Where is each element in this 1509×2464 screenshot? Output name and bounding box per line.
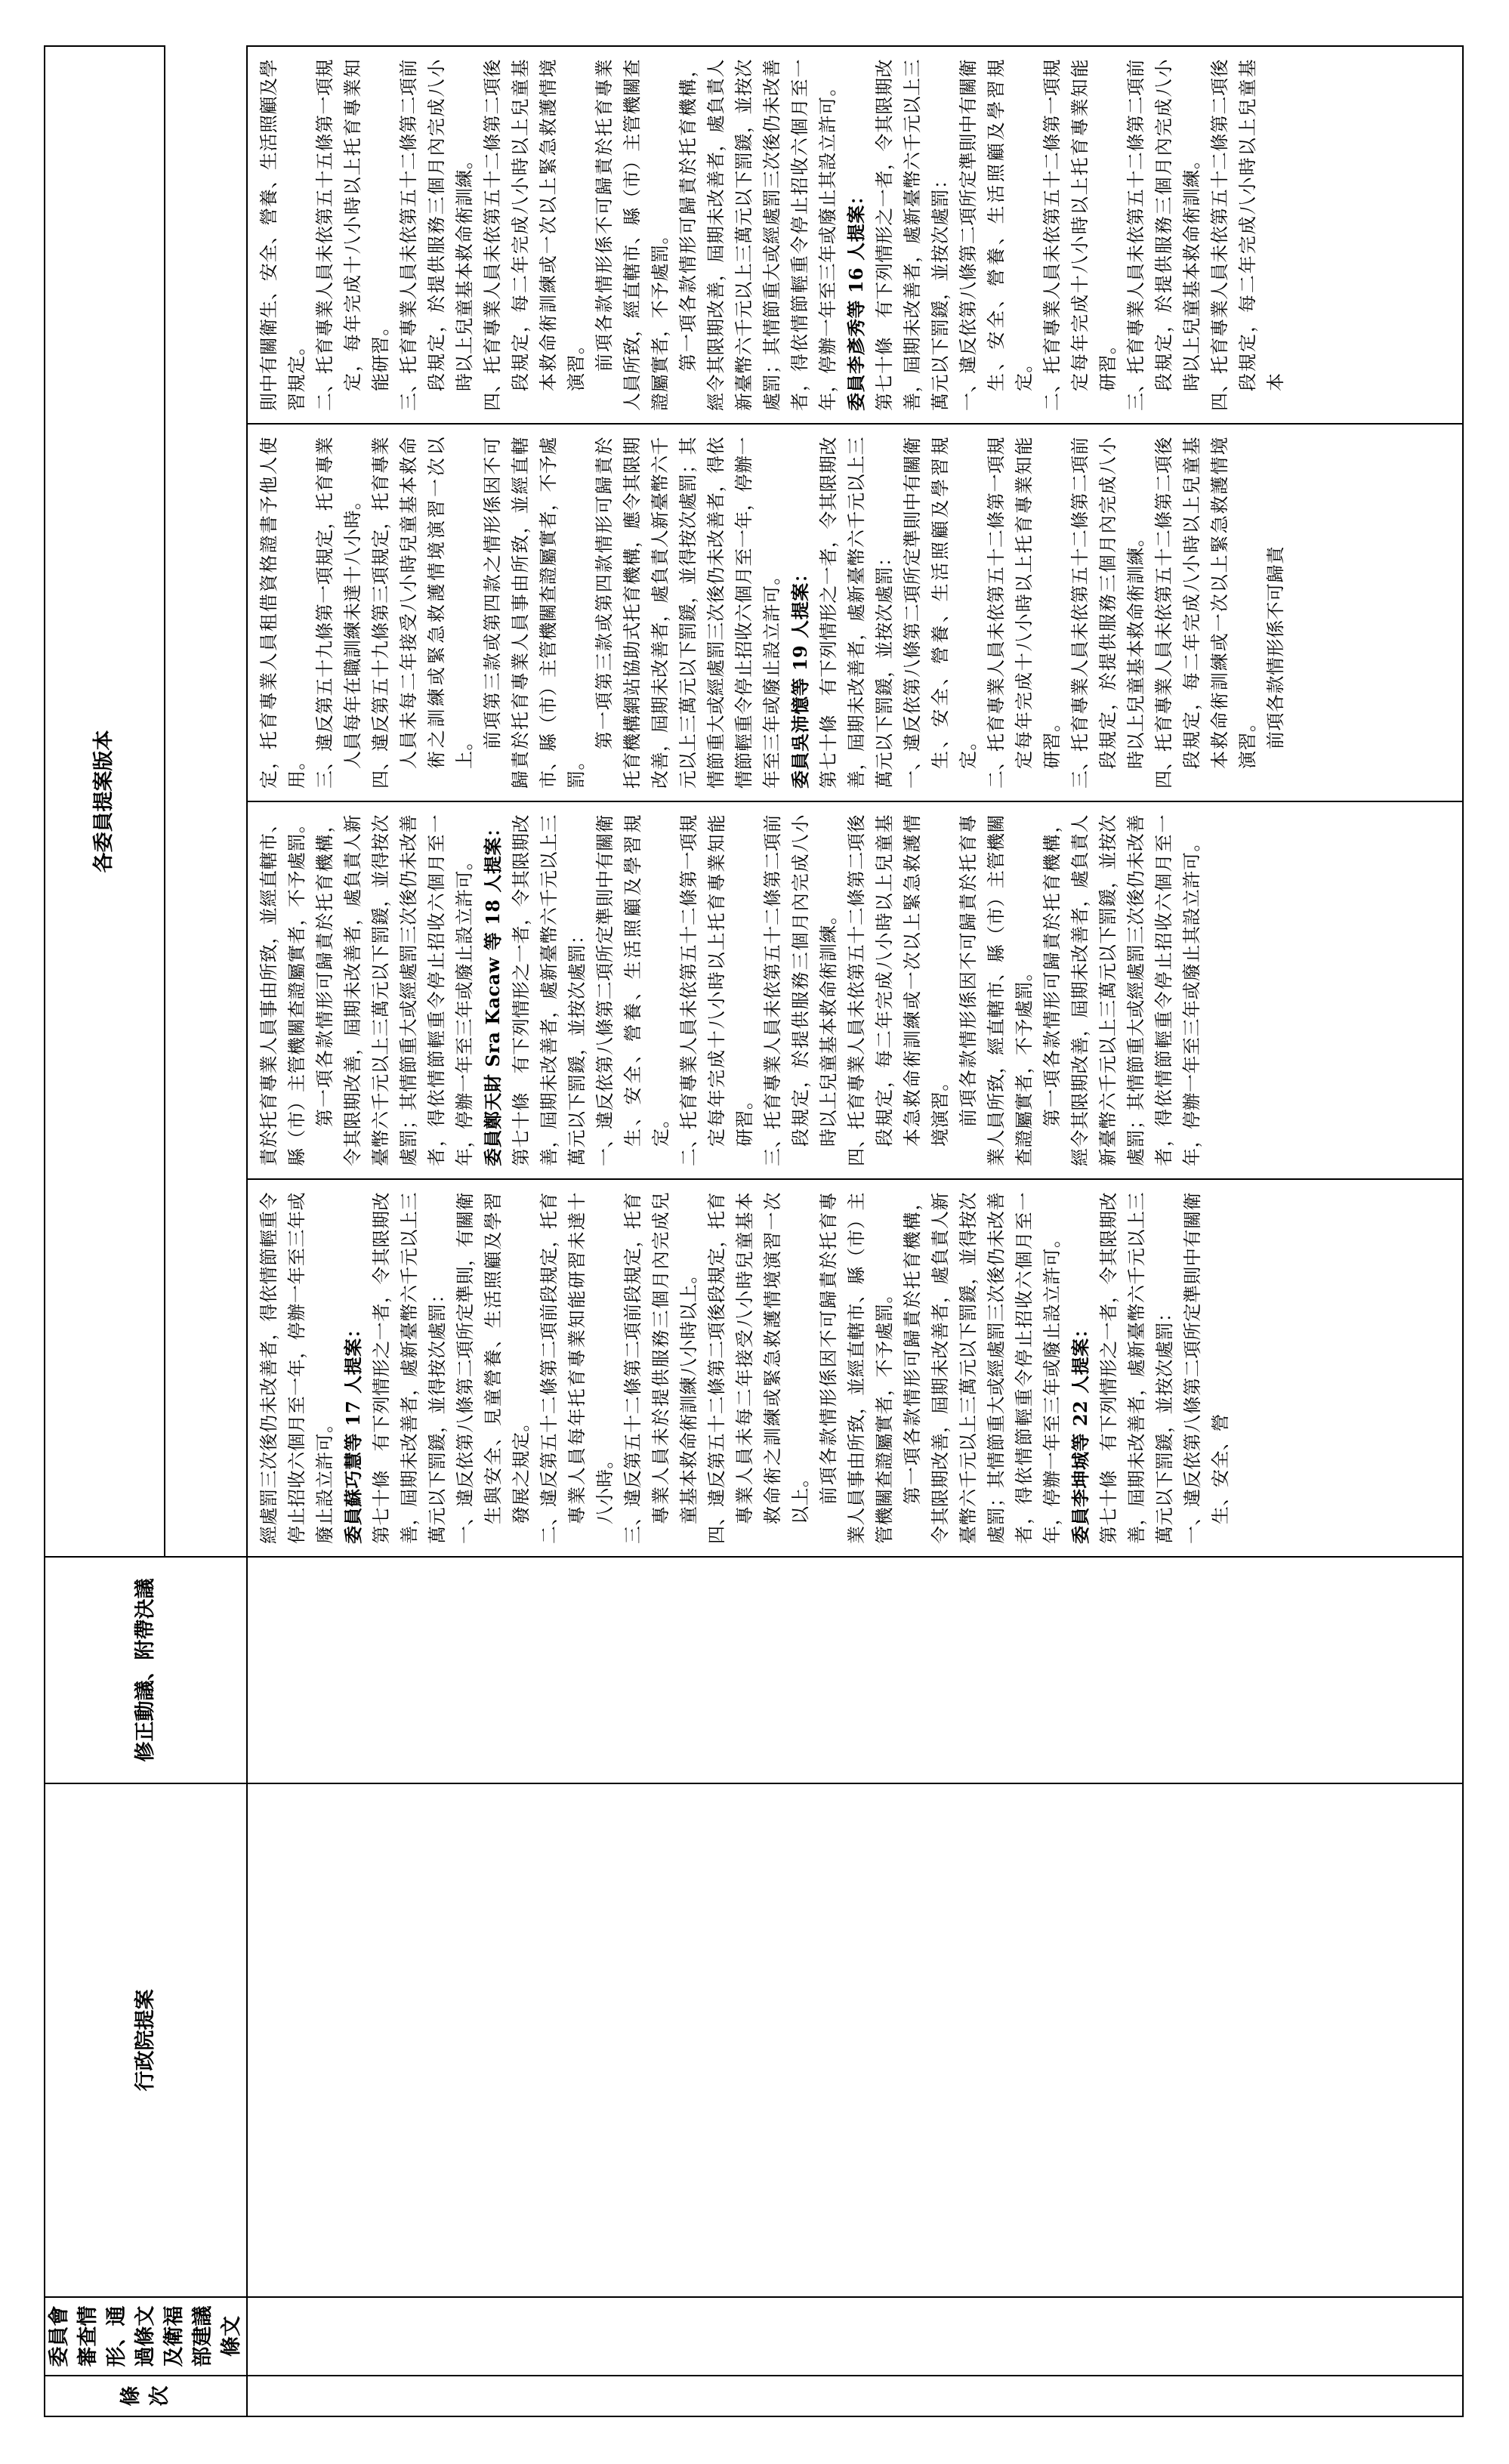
proposer-heading: 委員鄭天財 Sra Kacaw 等 18 人提案： (482, 818, 504, 1166)
proposal-paragraph: 一、違反依第八條第二項所定準則中有關衛生、安全、營養、生活照顧及學習規定。 (594, 814, 671, 1166)
proposal-paragraph: 前項各款情形係因不可歸責於托育專業人員所致，經直轄市、縣（市）主管機關查證屬實者，不予處罰。 (958, 814, 1035, 1166)
proposal-paragraph: 經處罰三次後仍未改善者，得依情節輕重令停止招收六個月至一年，停辦一年至三年或廢止設立許可。 (258, 1192, 335, 1544)
proposal-paragraph: 第七十條 有下列情形之一者，令其限期改善，屆期未改善者，處新臺幣六千元以上三萬元以下罰鍰，並得按次處罰： (371, 1192, 448, 1544)
proposal-paragraph: 前項各款情形係不可歸責 (1265, 545, 1286, 749)
proposal-paragraph: 二、托育專業人員未依第五十二條第一項規定每年完成十八小時以上托育專業知能研習。 (678, 814, 755, 1166)
header-article: 條次 (45, 2376, 247, 2416)
proposal-column-1 (247, 1179, 1463, 1557)
proposal-paragraph: 責於托育專業人員事由所致，並經直轄市、縣（市）主管機關查證屬實者，不予處罰。 (258, 814, 307, 1166)
proposal-paragraph: 前項第三款或第四款之情形係因不可歸責於托育專業人員事由所致，並經直轄市、縣（市）主管機關查證屬實者，不予處罰。 (482, 437, 587, 789)
proposal-paragraph: 一、違反依第八條第二項所定準則中有關衛生、安全、營養、生活照顧及學習規定。 (902, 437, 979, 789)
committee-cell (247, 2297, 1463, 2376)
proposal-paragraph: 第七十條 有下列情形之一者，令其限期改善，屆期未改善者，處新臺幣六千元以上三萬元以下罰鍰，並按次處罰： (818, 437, 895, 789)
header-committee: 委員會審查情形、通過條文及衛福部建議條文 (45, 2297, 247, 2376)
proposer-heading: 委員李彥秀等 16 人提案： (845, 186, 867, 411)
proposer-heading: 委員吳沛憶等 19 人提案： (789, 564, 811, 789)
article-cell (247, 2376, 1463, 2416)
proposal-paragraph: 前項各款情形係因不可歸責於托育專業人員事由所致，並經直轄市、縣（市）主管機關查證屬實者，不予處罰。 (818, 1192, 895, 1544)
proposal-paragraph: 四、違反第五十二條第二項後段規定，托育專業人員未每二年接受八小時兒童基本救命術之訓練或緊急救護情境演習一次以上。 (706, 1192, 811, 1544)
proposal-paragraph: 第七十條 有下列情形之一者，令其限期改善，屆期未改善者，處新臺幣六千元以上三萬元以下罰鍰，並按次處罰： (1098, 1192, 1175, 1544)
comparison-table (44, 45, 1464, 2417)
proposal-paragraph: 第七十條 有下列情形之一者，令其限期改善，屆期未改善者，處新臺幣六千元以上三萬元以下罰鍰，並按次處罰： (874, 59, 951, 411)
proposal-paragraph: 二、托育專業人員未依第五十五條第一項規定，每年完成十八小時以上托育專業知能研習。 (314, 59, 391, 411)
proposal-paragraph: 三、違反第五十九條第一項規定，托育專業人員每年在職訓練未達十八小時。 (314, 437, 363, 789)
proposal-paragraph: 三、托育專業人員未依第五十二條第二項前段規定，於提供服務三個月內完成八小時以上兒童基本救命術訓練。 (762, 814, 839, 1166)
proposal-paragraph: 一、違反依第八條第二項所定準則中有關衛生、安全、營 (1182, 1192, 1231, 1544)
proposal-paragraph: 三、違反第五十二條第二項前段規定，托育專業人員未於提供服務三個月內完成兒童基本救命術訓練八小時以上。 (622, 1192, 699, 1544)
proposal-paragraph: 第一項各款情形可歸責於托育機構，令其限期改善，屆期未改善者，處負責人新臺幣六千元以上三萬元以下罰鍰，並得按次處罰；其情節重大或經處罰三次後仍未改善者，得依情節輕重令停止招收六個月至一年，停辦一年至三年或廢止設立許可。 (902, 1192, 1063, 1544)
proposal-paragraph: 一、違反依第八條第二項所定準則中有關衛生、安全、營養、生活照顧及學習規定。 (958, 59, 1035, 411)
executive-cell (247, 1783, 1463, 2297)
proposal-paragraph: 第一項各款情形可歸責於托育機構，令其限期改善，屆期未改善者，處負責人新臺幣六千元以上三萬元以下罰鍰，並得按次處罰；其情節重大或經處罰三次後仍未改善者，得依情節輕重令停止招收六個月至一年，停辦一年至三年或廢止設立許可。 (314, 814, 475, 1166)
proposal-paragraph: 第一項各款情形可歸責於托育機構，經令其限期改善，屆期未改善者，處負責人新臺幣六千元以上三萬元以下罰鍰，並按次處罰；其情節重大或經處罰三次後仍未改善者，得依情節輕重令停止招收六個月至一年，停辦一年至三年或廢止其設立許可。 (1041, 814, 1202, 1166)
header-motion: 修正動議、附帶決議 (45, 1557, 247, 1783)
proposal-column-2 (247, 801, 1463, 1179)
proposal-paragraph: 三、托育專業人員未依第五十二條第二項前段規定，於提供服務三個月內完成八小時以上兒童基本救命術訓練。 (1125, 59, 1202, 411)
proposal-paragraph: 二、違反第五十二條第二項前段規定，托育專業人員每年托育專業知能研習未達十八小時。 (538, 1192, 616, 1544)
proposal-paragraph: 第一項各款情形可歸責於托育機構，經令其限期改善，屆期未改善者，處負責人新臺幣六千元以上三萬元以下罰鍰，並按次處罰；其情節重大或經處罰三次後仍未改善者，得依情節輕重令停止招收六個月至一年，停辦一年至三年或廢止其設立許可。 (677, 59, 838, 411)
proposal-paragraph: 四、托育專業人員未依第五十二條第二項後段規定，每二年完成八小時以上兒童基本救命術訓練或一次以上緊急救護情境演習。 (1153, 437, 1258, 789)
proposal-paragraph: 一、違反依第八條第二項所定準則，有關衛生與安全、見童營養、生活照顧及學習發展之規定。 (455, 1192, 532, 1544)
proposal-paragraph: 三、托育專業人員未依第五十二條第二項前段規定，於提供服務三個月內完成八小時以上兒童基本救命術訓練。 (398, 59, 475, 411)
proposer-heading: 委員李坤城等 22 人提案： (1069, 1319, 1091, 1544)
proposal-column-4 (247, 46, 1463, 424)
motion-cell (247, 1557, 1463, 1783)
proposal-column-3 (247, 424, 1463, 801)
proposal-paragraph: 第一項第三款或第四款情形可歸責於托育機構網站協助式托育機構，應令其限期改善，屆期未改善者，處負責人新臺幣六千元以上三萬元以下罰鍰，並得按次處罰；其情節重大或經處罰三次後仍未改善者，得依情節輕重令停止招收六個月至一年，停辦一年至三年或廢止設立許可。 (594, 437, 782, 789)
header-executive: 行政院提案 (45, 1783, 247, 2297)
proposer-heading: 委員蘇巧慧等 17 人提案： (342, 1319, 364, 1544)
header-proposals: 各委員提案版本 (45, 46, 165, 1557)
proposal-paragraph: 第七十條 有下列情形之一者，令其限期改善，屆期未改善者，處新臺幣六千元以上三萬元以下罰鍰，並按次處罰： (511, 814, 588, 1166)
proposal-paragraph: 三、托育專業人員未依第五十二條第二項前段規定，於提供服務三個月內完成八小時以上兒童基本救命術訓練。 (1069, 437, 1146, 789)
proposal-paragraph: 四、托育專業人員未依第五十二條第二項後段規定，每二年完成八小時以上兒童基本 (1209, 59, 1286, 411)
proposal-paragraph: 前項各款情形係不可歸責於托育專業人員所致，經直轄市、縣（市）主管機關查證屬實者，不予處罰。 (594, 59, 671, 411)
proposal-paragraph: 定，托育專業人員租借資格證書予他人使用。 (258, 437, 307, 789)
proposal-paragraph: 二、托育專業人員未依第五十二條第一項規定每年完成十八小時以上托育專業知能研習。 (1041, 59, 1119, 411)
proposal-paragraph: 則中有關衛生、安全、營養、生活照顧及學習規定。 (258, 59, 307, 411)
proposal-paragraph: 二、托育專業人員未依第五十二條第一項規定每年完成十八小時以上托育專業知能研習。 (986, 437, 1063, 789)
proposal-paragraph: 四、違反第五十九條第三項規定，托育專業人員未每二年接受八小時兒童基本救命術之訓練或緊急救護情境演習一次以上。 (370, 437, 475, 789)
proposal-paragraph: 四、托育專業人員未依第五十二條第二項後段規定，每二年完成八小時以上兒童基本急救命術訓練或一次以上緊急救護情境演習。 (846, 814, 951, 1166)
proposal-paragraph: 四、托育專業人員未依第五十二條第二項後段規定，每二年完成八小時以上兒童基本救命術訓練或一次以上緊急救護情境演習。 (482, 59, 587, 411)
